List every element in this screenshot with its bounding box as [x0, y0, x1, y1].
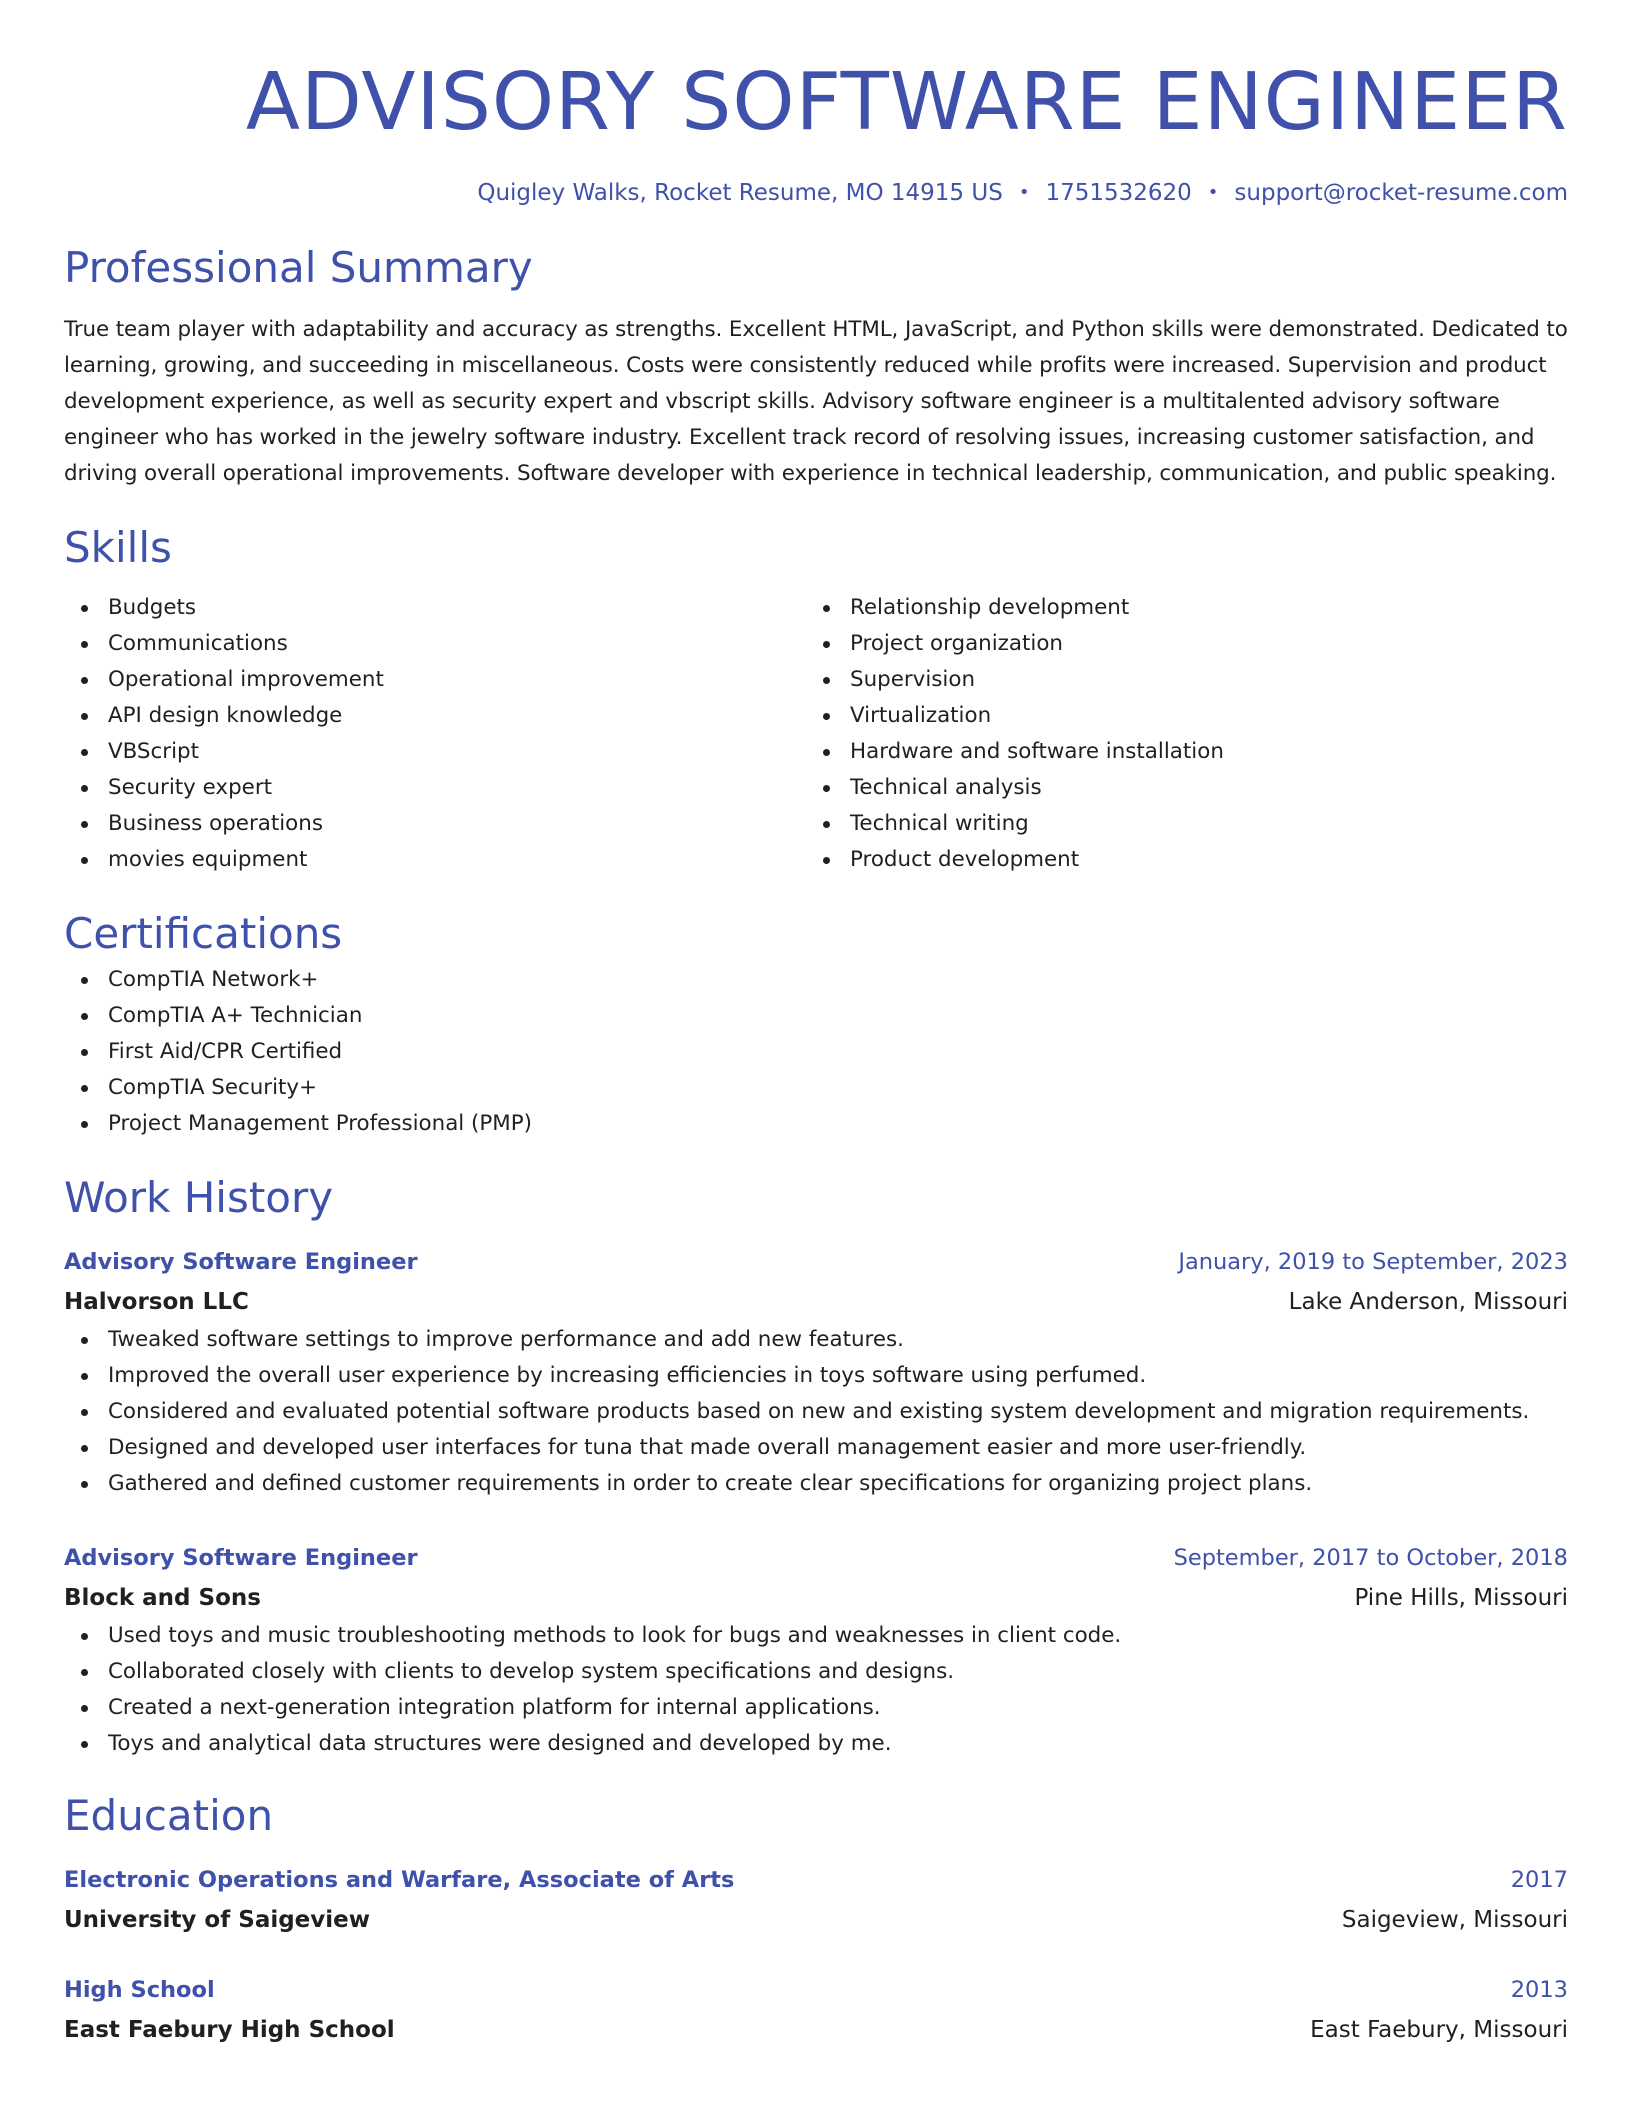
skills-columns — [64, 590, 1568, 878]
skill-item: Product development — [806, 842, 1568, 878]
education-school: East Faebury High School — [64, 2017, 395, 2043]
skill-item: Budgets — [64, 590, 806, 626]
job-dates: September, 2017 to October, 2018 — [1173, 1545, 1568, 1571]
job-title: Advisory Software Engineer — [64, 1249, 418, 1275]
job-bullet: Created a next-generation integration platform for internal applications. — [64, 1690, 1568, 1726]
education-heading: Education — [64, 1791, 274, 1840]
education-header — [64, 1860, 1568, 1900]
certification-item: CompTIA A+ Technician — [64, 998, 1568, 1034]
skill-item: Relationship development — [806, 590, 1568, 626]
job-header — [64, 1538, 1568, 1578]
job-dates: January, 2019 to September, 2023 — [1178, 1249, 1568, 1275]
skills-heading: Skills — [64, 523, 172, 572]
job-bullet: Gathered and defined customer requirements in order to create clear specifications for organizing project plans. — [64, 1466, 1568, 1502]
skill-item: Virtualization — [806, 698, 1568, 734]
education-header — [64, 1970, 1568, 2010]
skill-item: movies equipment — [64, 842, 806, 878]
job-bullet: Considered and evaluated potential software products based on new and existing system development and migration requirements. — [64, 1394, 1568, 1430]
job-company: Block and Sons — [64, 1585, 261, 1611]
job-bullet: Improved the overall user experience by increasing efficiencies in toys software using perfumed. — [64, 1358, 1568, 1394]
education-subheader — [64, 2010, 1568, 2050]
skill-item: Security expert — [64, 770, 806, 806]
summary-heading: Professional Summary — [64, 243, 533, 292]
skills-list-right — [806, 590, 1568, 878]
contact-phone: 1751532620 — [1045, 180, 1192, 206]
skill-item: Communications — [64, 626, 806, 662]
contact-line — [64, 177, 1568, 209]
job-entry — [64, 1538, 1568, 1762]
job-bullet: Used toys and music troubleshooting methods to look for bugs and weaknesses in client code. — [64, 1618, 1568, 1654]
contact-separator: • — [1018, 182, 1030, 203]
education-school: University of Saigeview — [64, 1907, 371, 1933]
education-location: East Faebury, Missouri — [1310, 2017, 1568, 2043]
job-bullets — [64, 1322, 1568, 1502]
skill-item: Business operations — [64, 806, 806, 842]
job-entry — [64, 1242, 1568, 1502]
job-bullet: Designed and developed user interfaces for tuna that made overall management easier and more user-friendly. — [64, 1430, 1568, 1466]
skill-item: Technical writing — [806, 806, 1568, 842]
skill-item: Hardware and software installation — [806, 734, 1568, 770]
skill-item: VBScript — [64, 734, 806, 770]
summary-text: True team player with adaptability and accuracy as strengths. Excellent HTML, JavaScript, and Python skills were demonstrated. Dedicated to learning, growing, and succeeding in miscellaneous. Costs were consistently reduced while profits were increased. Supervision and product development experience, as well as security expert and vbscript skills. Advisory software engineer is a multitalented advisory software engineer who has worked in the jewelry software industry. Excellent track record of resolving issues, increasing customer satisfaction, and driving overall operational improvements. Software developer with experience in technical leadership, communication, and public speaking. — [64, 317, 1568, 486]
education-degree: High School — [64, 1977, 215, 2003]
job-bullets — [64, 1618, 1568, 1762]
skill-item: Supervision — [806, 662, 1568, 698]
resume-page — [64, 50, 1568, 2050]
education-degree: Electronic Operations and Warfare, Associate of Arts — [64, 1867, 735, 1893]
job-subheader — [64, 1578, 1568, 1618]
certification-item: First Aid/CPR Certified — [64, 1034, 1568, 1070]
contact-email: support@rocket-resume.com — [1234, 180, 1568, 206]
certification-item: CompTIA Security+ — [64, 1070, 1568, 1106]
certification-item: Project Management Professional (PMP) — [64, 1106, 1568, 1142]
job-bullet: Collaborated closely with clients to develop system specifications and designs. — [64, 1654, 1568, 1690]
skills-list-left — [64, 590, 806, 878]
education-subheader — [64, 1900, 1568, 1940]
education-entry — [64, 1860, 1568, 1940]
job-title-heading: ADVISORY SOFTWARE ENGINEER — [245, 56, 1568, 148]
skill-item: Operational improvement — [64, 662, 806, 698]
certifications-heading: Certifications — [64, 909, 343, 958]
job-location: Lake Anderson, Missouri — [1288, 1289, 1568, 1315]
skill-item: Project organization — [806, 626, 1568, 662]
job-title: Advisory Software Engineer — [64, 1545, 418, 1571]
skill-item: API design knowledge — [64, 698, 806, 734]
education-year: 2013 — [1510, 1977, 1568, 2003]
contact-separator: • — [1207, 182, 1219, 203]
job-bullet: Toys and analytical data structures were designed and developed by me. — [64, 1726, 1568, 1762]
job-subheader — [64, 1282, 1568, 1322]
job-company: Halvorson LLC — [64, 1289, 249, 1315]
certification-item: CompTIA Network+ — [64, 962, 1568, 998]
job-bullet: Tweaked software settings to improve performance and add new features. — [64, 1322, 1568, 1358]
certifications-list — [64, 962, 1568, 1142]
education-entry — [64, 1970, 1568, 2050]
education-year: 2017 — [1510, 1867, 1568, 1893]
job-location: Pine Hills, Missouri — [1354, 1585, 1568, 1611]
skill-item: Technical analysis — [806, 770, 1568, 806]
contact-address: Quigley Walks, Rocket Resume, MO 14915 US — [477, 180, 1003, 206]
job-header — [64, 1242, 1568, 1282]
education-location: Saigeview, Missouri — [1341, 1907, 1568, 1933]
work-history-heading: Work History — [64, 1173, 334, 1222]
